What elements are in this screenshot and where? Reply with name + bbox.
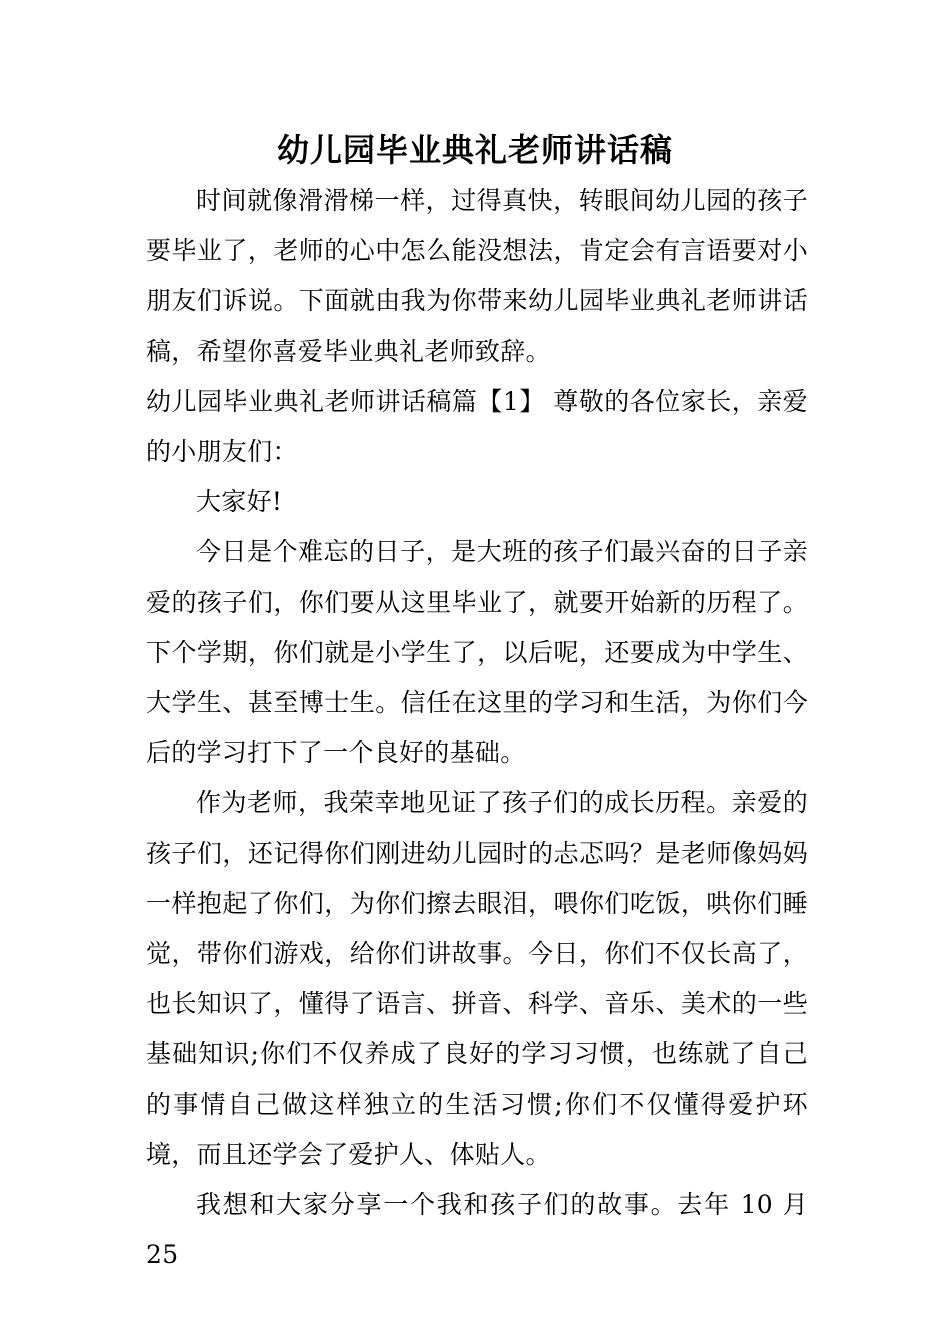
document-title: 幼儿园毕业典礼老师讲话稿 <box>276 131 673 169</box>
body-paragraph-1: 今日是个难忘的日子，是大班的孩子们最兴奋的日子亲爱的孩子们，你们要从这里毕业了，就要开始新的历程了。下个学期，你们就是小学生了，以后呢，还要成为中学生、大学生、甚至博士生。信任在这里的学习和生活，为你们今后的学习打下了一个良好的基础。 <box>146 537 808 768</box>
body-paragraph-2: 作为老师，我荣幸地见证了孩子们的成长历程。亲爱的孩子们，还记得你们刚进幼儿园时的忐忑吗？是老师像妈妈一样抱起了你们，为你们擦去眼泪，喂你们吃饭，哄你们睡觉，带你们游戏，给你们讲故事。今日，你们不仅长高了，也长知识了，懂得了语言、拼音、科学、音乐、美术的一些基础知识;你们不仅养成了良好的学习习惯，也练就了自己的事情自己做这样独立的生活习惯;你们不仅懂得爱护环境，而且还学会了爱护人、体贴人。 <box>146 788 808 1169</box>
greeting-paragraph: 大家好! <box>196 487 283 517</box>
intro-paragraph: 时间就像滑滑梯一样，过得真快，转眼间幼儿园的孩子要毕业了，老师的心中怎么能没想法，肯定会有言语要对小朋友们诉说。下面就由我为你带来幼儿园毕业典礼老师讲话稿，希望你喜爱毕业典礼老师致辞。 <box>146 186 808 366</box>
document-body <box>146 176 808 1280</box>
body-paragraph-3: 我想和大家分享一个我和孩子们的故事。去年 10 月 25 <box>146 1190 808 1270</box>
section-heading-paragraph: 幼儿园毕业典礼老师讲话稿篇【1】 尊敬的各位家长，亲爱的小朋友们： <box>146 386 808 467</box>
